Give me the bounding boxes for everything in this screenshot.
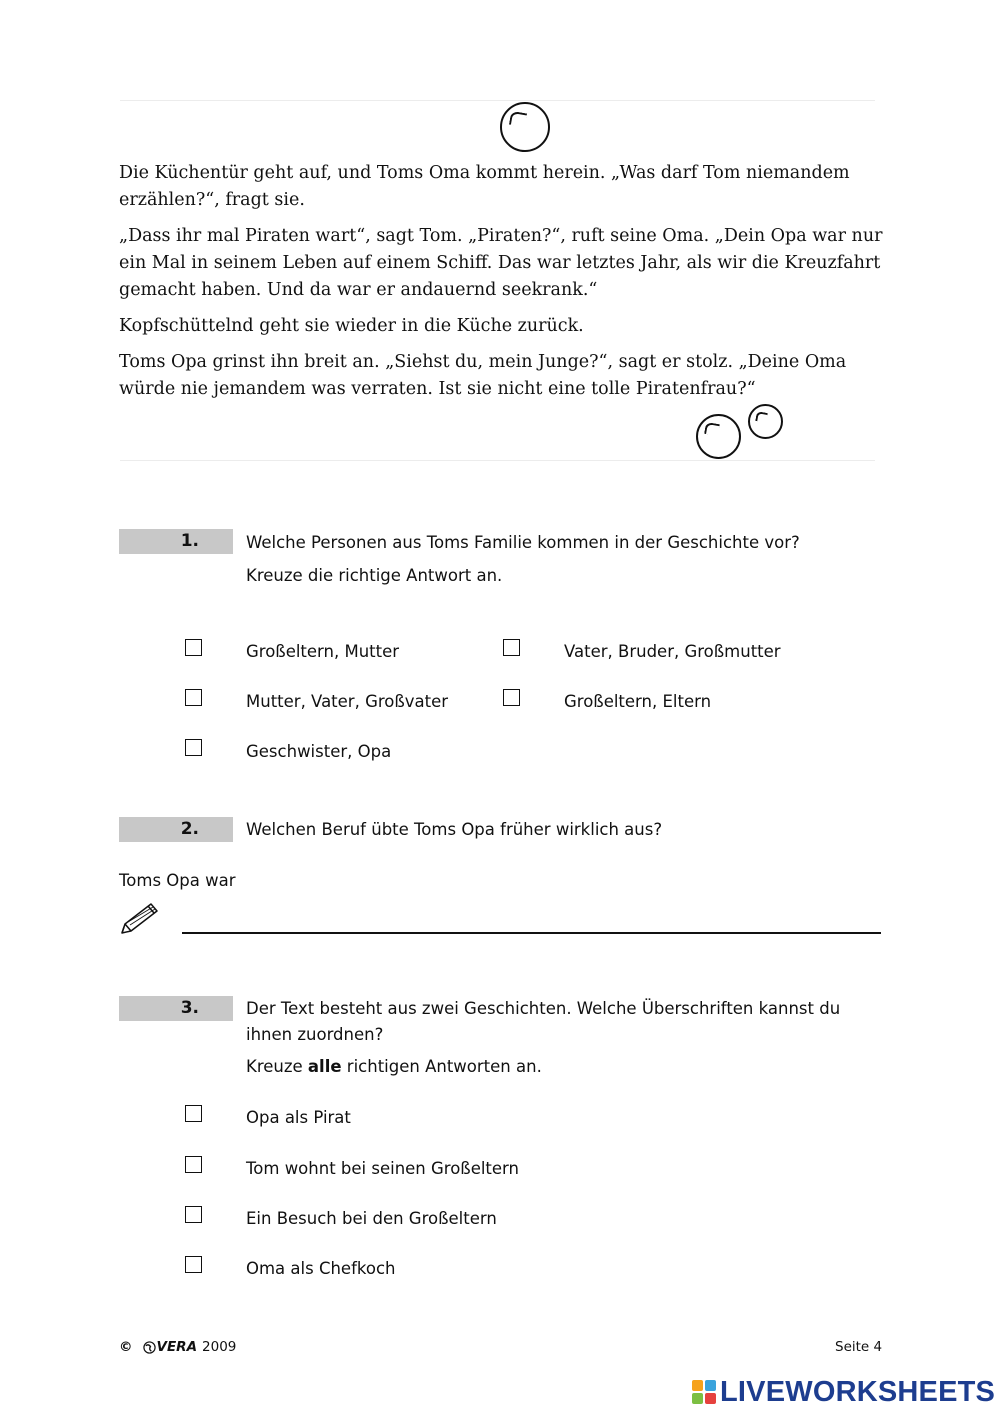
option-label: Vater, Bruder, Großmutter — [564, 642, 781, 661]
brand-name: VERA — [156, 1339, 198, 1355]
answer-checkbox[interactable] — [185, 1105, 202, 1122]
question-number: 1. — [119, 529, 233, 554]
option-label: Ein Besuch bei den Großeltern — [246, 1209, 497, 1228]
logo-tile — [692, 1380, 703, 1391]
answer-checkbox[interactable] — [185, 1156, 202, 1173]
answer-checkbox[interactable] — [185, 739, 202, 756]
story-paragraph: Die Küchentür geht auf, und Toms Oma kommt herein. „Was darf Tom niemandem erzählen?“, fragt sie. — [119, 163, 850, 210]
option-label: Großeltern, Eltern — [564, 692, 712, 711]
question-text: Welche Personen aus Toms Familie kommen in der Geschichte vor? — [246, 533, 800, 552]
answer-checkbox[interactable] — [185, 689, 202, 706]
story-paragraph: „Dass ihr mal Piraten wart“, sagt Tom. „Piraten?“, ruft seine Oma. „Dein Opa war nur ein Mal in seinem Leben auf einem Schiff. Das war letztes Jahr, als wir die Kreuzfahrt gemacht haben. Und da war er andauernd seekrank.“ — [119, 226, 883, 300]
answer-input-line[interactable] — [182, 932, 881, 934]
bubble-icon — [748, 404, 783, 439]
option-label: Oma als Chefkoch — [246, 1259, 396, 1278]
logo-tile — [692, 1393, 703, 1404]
answer-prefix: Toms Opa war — [119, 871, 236, 890]
story-paragraph: Toms Opa grinst ihn breit an. „Siehst du, mein Junge?“, sagt er stolz. „Deine Oma würde nie jemandem was verraten. Ist sie nicht eine tolle Piratenfrau?“ — [119, 352, 847, 399]
question-text: Der Text besteht aus zwei Geschichten. Welche Überschriften kannst du ihnen zuordnen? — [246, 999, 841, 1044]
option-label: Tom wohnt bei seinen Großeltern — [246, 1159, 520, 1178]
answer-checkbox[interactable] — [503, 639, 520, 656]
bubble-icon — [500, 102, 550, 152]
question-instruction: Kreuze die richtige Antwort an. — [246, 566, 503, 585]
answer-checkbox[interactable] — [185, 639, 202, 656]
bubble-icon — [696, 414, 741, 459]
option-label: Opa als Pirat — [246, 1108, 351, 1127]
logo-tile — [705, 1380, 716, 1391]
question-number: 2. — [119, 817, 233, 842]
answer-checkbox[interactable] — [185, 1206, 202, 1223]
footer-year: 2009 — [202, 1339, 237, 1355]
question-number: 3. — [119, 996, 233, 1021]
answer-checkbox[interactable] — [185, 1256, 202, 1273]
story-text — [119, 160, 884, 412]
logo-tile — [705, 1393, 716, 1404]
option-label: Mutter, Vater, Großvater — [246, 692, 449, 711]
footer-copyright — [119, 1338, 236, 1356]
liveworksheets-logo-icon — [692, 1380, 716, 1404]
option-label: Geschwister, Opa — [246, 742, 392, 761]
divider-top — [120, 100, 875, 101]
story-paragraph: Kopfschüttelnd geht sie wieder in die Küche zurück. — [119, 316, 584, 336]
option-label: Großeltern, Mutter — [246, 642, 400, 661]
page-number: Seite 4 — [835, 1339, 883, 1355]
divider-bottom — [120, 460, 875, 461]
liveworksheets-watermark — [692, 1375, 995, 1409]
answer-checkbox[interactable] — [503, 689, 520, 706]
liveworksheets-wordmark: LIVEWORKSHEETS — [720, 1375, 996, 1408]
question-instruction: Kreuze alle richtigen Antworten an. — [246, 1057, 542, 1076]
pencil-icon — [119, 900, 161, 936]
globe-icon — [143, 1341, 156, 1354]
question-text: Welchen Beruf übte Toms Opa früher wirklich aus? — [246, 820, 663, 839]
copyright-symbol: © — [119, 1339, 133, 1355]
